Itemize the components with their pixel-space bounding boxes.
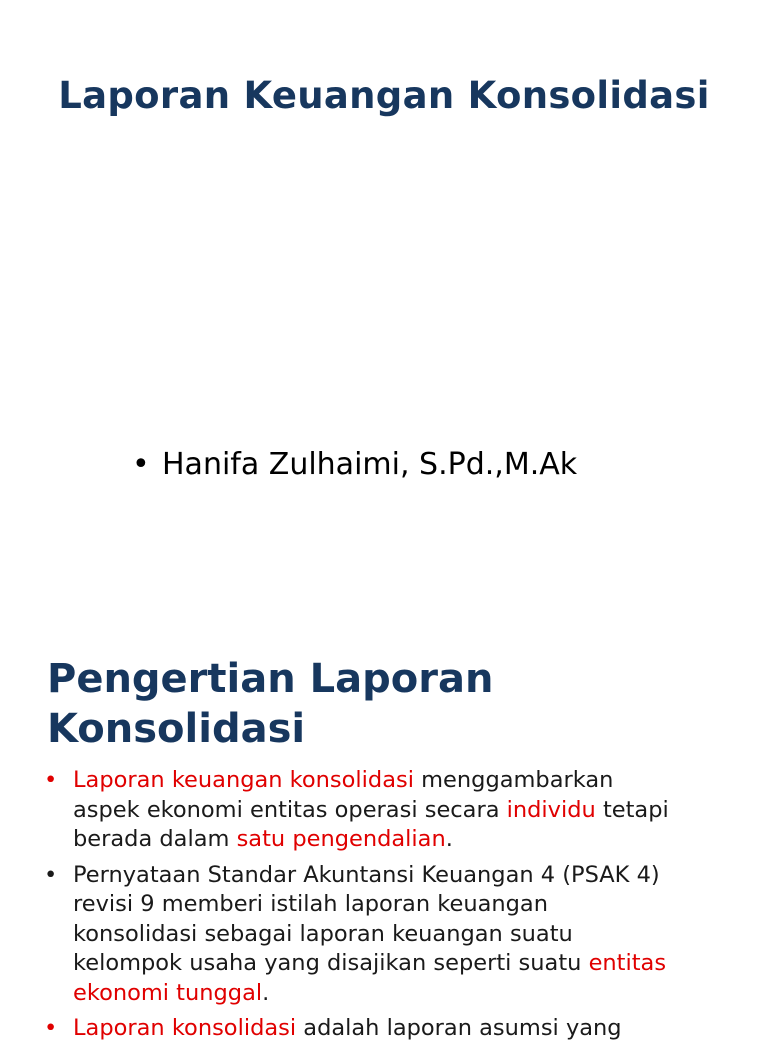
text: tetapi bbox=[595, 796, 669, 823]
slide-heading bbox=[47, 654, 747, 754]
text: berada dalam bbox=[73, 826, 237, 852]
slide-title: Laporan Keuangan Konsolidasi bbox=[58, 74, 710, 117]
text: . bbox=[445, 826, 453, 852]
highlight-text: entitas bbox=[588, 950, 667, 976]
text-line bbox=[73, 1014, 768, 1044]
heading-line-1: Pengertian Laporan bbox=[47, 656, 494, 702]
text: kelompok usaha yang disajikan seperti suatu bbox=[73, 950, 589, 976]
content-slide bbox=[0, 620, 768, 1041]
text: aspek ekonomi entitas operasi secara bbox=[73, 796, 507, 823]
highlight-text: individu bbox=[506, 796, 596, 823]
text-line: konsolidasi sebagai laporan keuangan suatu bbox=[73, 920, 573, 947]
highlight-text: ekonomi tunggal bbox=[73, 979, 263, 1006]
list-item bbox=[0, 766, 768, 855]
highlight-text: Laporan keuangan konsolidasi bbox=[73, 767, 414, 793]
list-item bbox=[0, 1014, 768, 1044]
bullet-list bbox=[0, 766, 768, 1044]
text-line: Pernyataan Standar Akuntansi Keuangan 4 (PSAK 4) bbox=[73, 861, 660, 888]
presenter-name bbox=[132, 447, 577, 482]
text: adalah laporan asumsi yang bbox=[296, 1015, 622, 1041]
text: menggambarkan bbox=[413, 767, 614, 793]
text: . bbox=[262, 979, 270, 1006]
highlight-text: Laporan konsolidasi bbox=[73, 1015, 297, 1041]
text-line bbox=[73, 766, 768, 796]
text-line bbox=[73, 825, 768, 855]
text-line bbox=[73, 796, 768, 826]
highlight-text: satu pengendalian bbox=[236, 826, 446, 852]
bullet-icon: • bbox=[44, 1015, 58, 1041]
bullet-icon: • bbox=[44, 861, 58, 888]
text-line bbox=[73, 979, 768, 1009]
bullet-icon: • bbox=[44, 767, 58, 793]
text-line: revisi 9 memberi istilah laporan keuangan bbox=[73, 891, 548, 917]
presenter-text: Hanifa Zulhaimi, S.Pd.,M.Ak bbox=[162, 447, 578, 482]
text-line bbox=[73, 949, 768, 979]
bullet-icon: • bbox=[132, 447, 150, 482]
list-item bbox=[0, 861, 768, 1009]
heading-line-2: Konsolidasi bbox=[47, 706, 306, 752]
